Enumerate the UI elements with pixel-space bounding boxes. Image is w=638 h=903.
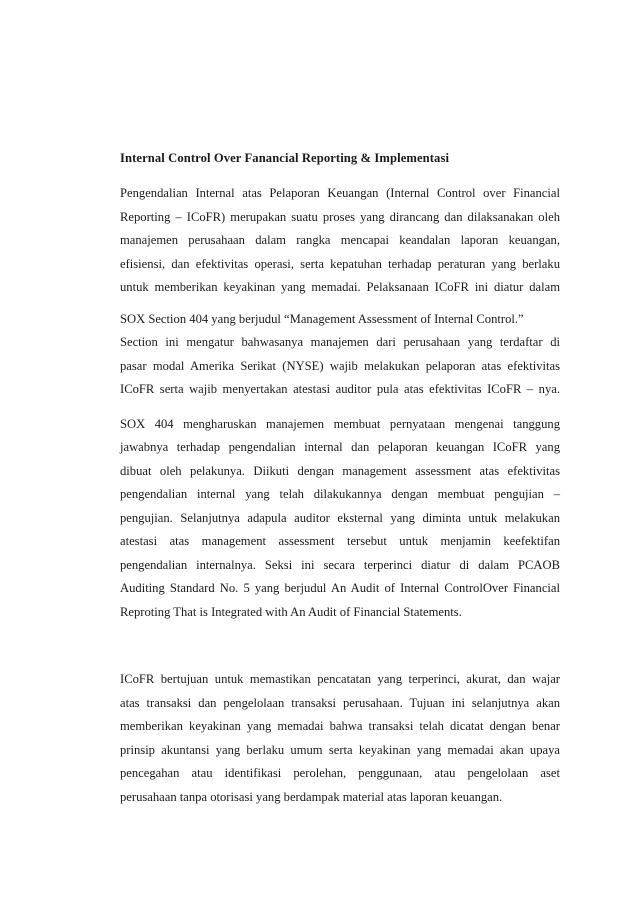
paragraph-icofr-definition [120,182,560,300]
text-line: Reproting That is Integrated with An Audit of Financial Statements. [120,604,462,619]
text-line: Reporting – ICoFR) merupakan suatu proses yang dirancang dan dilaksanakan oleh [120,209,560,224]
document-title: Internal Control Over Fanancial Reporting & Implementasi [120,151,450,165]
text-line: Auditing Standard No. 5 yang berjudul An Audit of Internal ControlOver Financial [120,581,560,595]
text-line: atas transaksi dan pengelolaan transaksi perusahaan. Tujuan ini selanjutnya akan [120,695,560,710]
text-line: ICoFR bertujuan untuk memastikan pencatatan yang terperinci, akurat, dan wajar [120,672,560,686]
text-line: pasar modal Amerika Serikat (NYSE) wajib melakukan pelaporan atas efektivitas [120,358,560,373]
text-line: efisiensi, dan efektivitas operasi, serta kepatuhan terhadap peraturan yang berlaku [120,256,560,271]
text-line: memberikan keyakinan yang memadai bahwa transaksi telah dicatat dengan benar [120,719,560,733]
text-line: ICoFR serta wajib menyertakan atestasi auditor pula atas efektivitas ICoFR – nya. [120,382,560,396]
text-line: SOX 404 mengharuskan manajemen membuat pernyataan mengenai tanggung [120,416,560,431]
text-line: Pengendalian Internal atas Pelaporan Keuangan (Internal Control over Financial [120,186,560,200]
paragraph-icofr-purpose [120,668,560,809]
text-line: atestasi atas management assessment tersebut untuk menjamin keefektifan [120,534,560,548]
text-line: manajemen perusahaan dalam rangka mencapai keandalan laporan keuangan, [120,233,560,247]
text-line: Section ini mengatur bahwasanya manajemen dari perusahaan yang terdaftar di [120,335,560,349]
text-line: jawabnya terhadap pengendalian internal dan pelaporan keuangan ICoFR yang [120,440,560,454]
text-line: perusahaan tanpa otorisasi yang berdampak material atas laporan keuangan. [120,789,503,804]
paragraph-sox-section-404 [120,308,560,402]
text-line: pengendalian internal yang telah dilakukannya dengan membuat pengujian – [120,487,560,501]
text-line: pencegahan atau identifikasi perolehan, penggunaan, atau pengelolaan aset [120,766,560,780]
text-line: SOX Section 404 yang berjudul “Management Assessment of Internal Control.” [120,311,524,326]
text-line: dibuat oleh pelakunya. Diikuti dengan management assessment atas efektivitas [120,463,560,478]
text-line: prinsip akuntansi yang berlaku umum serta keyakinan yang memadai akan upaya [120,742,560,757]
document-body [120,148,560,809]
paragraph-sox-404-requirements [120,413,560,625]
text-line: pengujian. Selanjutnya adapula auditor eksternal yang diminta untuk melakukan [120,510,560,525]
text-line: untuk memberikan keyakinan yang memadai. Pelaksanaan ICoFR ini diatur dalam [120,280,560,294]
text-line: pengendalian internalnya. Seksi ini secara terperinci diatur di dalam PCAOB [120,557,560,572]
